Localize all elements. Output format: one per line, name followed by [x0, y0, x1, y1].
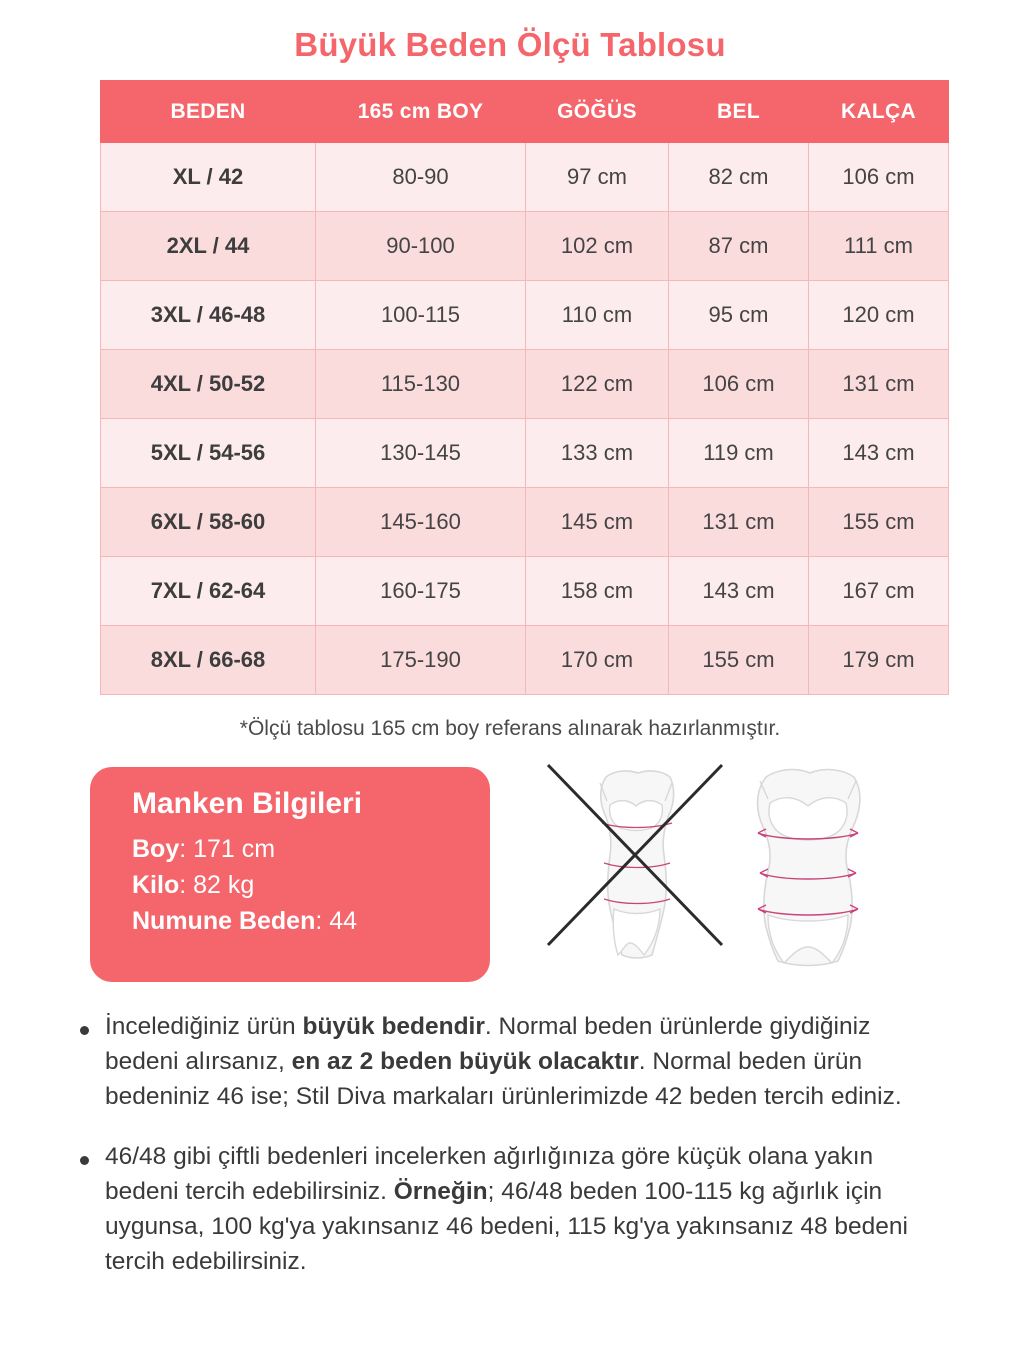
model-info-section — [0, 767, 1020, 992]
cell-bel: 155 cm — [669, 626, 809, 695]
table-header-row — [101, 81, 949, 143]
bullet-dot-icon — [80, 1156, 89, 1165]
model-sample-size-line — [132, 907, 490, 936]
notes-list — [70, 1010, 950, 1279]
table-row — [101, 281, 949, 350]
cell-kalca: 106 cm — [809, 143, 949, 212]
cell-bel: 131 cm — [669, 488, 809, 557]
cell-gogus: 170 cm — [526, 626, 669, 695]
header-bel: BEL — [669, 81, 809, 143]
model-info-card — [90, 767, 490, 982]
model-weight-label: Kilo — [132, 871, 180, 899]
table-row — [101, 419, 949, 488]
cell-kalca: 131 cm — [809, 350, 949, 419]
table-row — [101, 350, 949, 419]
list-item — [70, 1010, 950, 1114]
cell-gogus: 145 cm — [526, 488, 669, 557]
model-info-title: Manken Bilgileri — [132, 787, 363, 820]
header-gogus: GÖĞÜS — [526, 81, 669, 143]
model-sample-size-label: Numune Beden — [132, 907, 316, 935]
cell-beden: 7XL / 62-64 — [101, 557, 316, 626]
crossed-out-body-figure — [548, 765, 722, 958]
cell-kalca: 143 cm — [809, 419, 949, 488]
cell-boy: 160-175 — [316, 557, 526, 626]
cell-gogus: 158 cm — [526, 557, 669, 626]
cell-bel: 87 cm — [669, 212, 809, 281]
table-row — [101, 488, 949, 557]
header-boy: 165 cm BOY — [316, 81, 526, 143]
cell-bel: 119 cm — [669, 419, 809, 488]
model-weight-line — [132, 871, 490, 900]
cell-gogus: 133 cm — [526, 419, 669, 488]
cell-beden: 6XL / 58-60 — [101, 488, 316, 557]
cell-bel: 143 cm — [669, 557, 809, 626]
model-height-value: : 171 cm — [179, 835, 276, 863]
cell-beden: 8XL / 66-68 — [101, 626, 316, 695]
bullet-dot-icon — [80, 1026, 89, 1035]
model-height-label: Boy — [132, 835, 180, 863]
size-table-container — [100, 80, 920, 741]
header-beden: BEDEN — [101, 81, 316, 143]
cell-gogus: 97 cm — [526, 143, 669, 212]
cell-beden: 2XL / 44 — [101, 212, 316, 281]
cell-kalca: 111 cm — [809, 212, 949, 281]
cell-bel: 82 cm — [669, 143, 809, 212]
measurement-body-figure — [758, 770, 860, 966]
list-item — [70, 1140, 950, 1279]
cell-bel: 95 cm — [669, 281, 809, 350]
cell-boy: 80-90 — [316, 143, 526, 212]
cell-boy: 175-190 — [316, 626, 526, 695]
cell-beden: 3XL / 46-48 — [101, 281, 316, 350]
cell-boy: 145-160 — [316, 488, 526, 557]
cell-gogus: 122 cm — [526, 350, 669, 419]
cell-bel: 106 cm — [669, 350, 809, 419]
cell-boy: 90-100 — [316, 212, 526, 281]
cell-kalca: 120 cm — [809, 281, 949, 350]
table-body — [101, 143, 949, 695]
cell-beden: 5XL / 54-56 — [101, 419, 316, 488]
cell-beden: XL / 42 — [101, 143, 316, 212]
table-row — [101, 626, 949, 695]
cell-kalca: 155 cm — [809, 488, 949, 557]
model-height-line — [132, 835, 490, 864]
cell-gogus: 110 cm — [526, 281, 669, 350]
size-table — [100, 80, 949, 695]
cell-beden: 4XL / 50-52 — [101, 350, 316, 419]
note-text-2: 46/48 gibi çiftli bedenleri incelerken ağırlığınıza göre küçük olana yakın bedeni tercih edebilirsiniz. Örneğin; 46/48 beden 100-115 kg ağırlık için uygunsa, 100 kg'ya yakınsanız 46 bedeni, 115 kg'ya yakınsanız 48 bedeni tercih edebilirsiniz. — [105, 1143, 908, 1275]
body-figures — [510, 759, 930, 974]
header-kalca: KALÇA — [809, 81, 949, 143]
note-text-1: İncelediğiniz ürün büyük bedendir. Normal beden ürünlerde giydiğiniz bedeni alırsanız, en az 2 beden büyük olacaktır. Normal beden ürün bedeniniz 46 ise; Stil Diva markaları ürünlerimizde 42 beden tercih ediniz. — [105, 1013, 902, 1110]
table-note: *Ölçü tablosu 165 cm boy referans alınarak hazırlanmıştır. — [239, 717, 781, 740]
cell-boy: 115-130 — [316, 350, 526, 419]
table-row — [101, 557, 949, 626]
cell-boy: 100-115 — [316, 281, 526, 350]
cell-boy: 130-145 — [316, 419, 526, 488]
table-header — [101, 81, 949, 143]
table-row — [101, 143, 949, 212]
body-figures-svg — [510, 759, 930, 974]
table-row — [101, 212, 949, 281]
model-sample-size-value: : 44 — [315, 907, 358, 935]
model-weight-value: : 82 kg — [179, 871, 255, 899]
cell-gogus: 102 cm — [526, 212, 669, 281]
cell-kalca: 179 cm — [809, 626, 949, 695]
page-title: Büyük Beden Ölçü Tablosu — [294, 26, 726, 63]
cell-kalca: 167 cm — [809, 557, 949, 626]
